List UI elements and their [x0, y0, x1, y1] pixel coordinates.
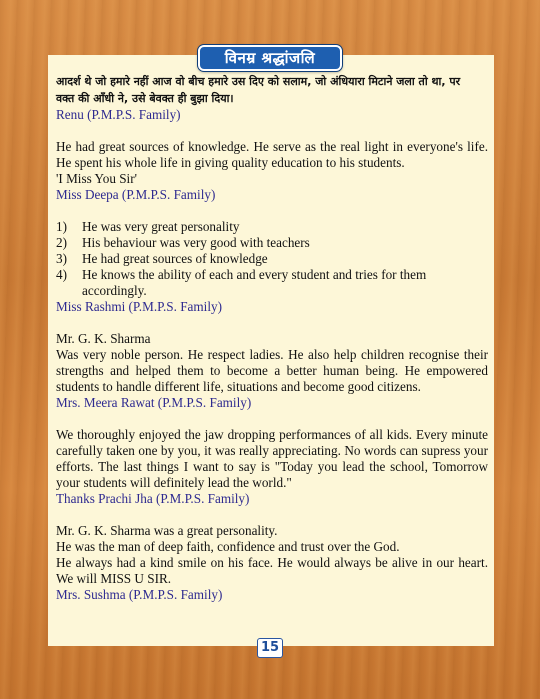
tribute-rashmi-list — [56, 219, 488, 299]
signature-meera: Mrs. Meera Rawat (P.M.P.S. Family) — [56, 395, 252, 410]
list-item: 3) He had great sources of knowledge — [56, 251, 268, 266]
signature-renu: Renu (P.M.P.S. Family) — [56, 107, 181, 122]
signature-rashmi: Miss Rashmi (P.M.P.S. Family) — [56, 299, 222, 314]
hindi-tribute-line-1: आदर्श थे जो हमारे नहीं आज वो बीच हमारे उस दिए को सलाम, जो अंधियारा मिटाने जला तो था, पर — [56, 75, 461, 88]
tribute-sushma-line-3: He always had a kind smile on his face. He would always be alive in our heart. We will MISS U SIR. — [56, 555, 488, 586]
signature-sushma: Mrs. Sushma (P.M.P.S. Family) — [56, 587, 223, 602]
tribute-prachi-text: We thoroughly enjoyed the jaw dropping performances of all kids. Every minute carefully taken one by you, it was really appreciating. No words can supress your efforts. The last things I want to say is "Today you lead the school, Tomorrow your students will definitely lead the world." — [56, 427, 488, 490]
tribute-deepa-quote: 'I Miss You Sir' — [56, 171, 137, 186]
signature-prachi: Thanks Prachi Jha (P.M.P.S. Family) — [56, 491, 250, 506]
page-title: विनम्र श्रद्धांजलि — [198, 45, 342, 71]
list-item: 4) He knows the ability of each and every student and tries for them accordingly. — [56, 267, 427, 298]
list-item: 2) His behaviour was very good with teachers — [56, 235, 310, 250]
hindi-tribute-line-2: वक्त की आँधी ने, उसे बेवक्त ही बुझा दिया। — [56, 92, 234, 105]
page-number: 15 — [257, 638, 283, 658]
tributes-content — [56, 73, 488, 603]
list-item: 1) He was very great personality — [56, 219, 240, 234]
signature-deepa: Miss Deepa (P.M.P.S. Family) — [56, 187, 216, 202]
tribute-sushma-line-1: Mr. G. K. Sharma was a great personality. — [56, 523, 278, 538]
tribute-meera-heading: Mr. G. K. Sharma — [56, 331, 151, 346]
tribute-sushma-line-2: He was the man of deep faith, confidence and trust over the God. — [56, 539, 400, 554]
tribute-meera-text: Was very noble person. He respect ladies. He also help children recognise their strengths and helped them to become a better human being. He empowered students to handle different life, situations and become good citizens. — [56, 347, 488, 394]
tribute-deepa-text: He had great sources of knowledge. He serve as the real light in everyone's life. He spent his whole life in giving quality education to his students. — [56, 139, 488, 170]
